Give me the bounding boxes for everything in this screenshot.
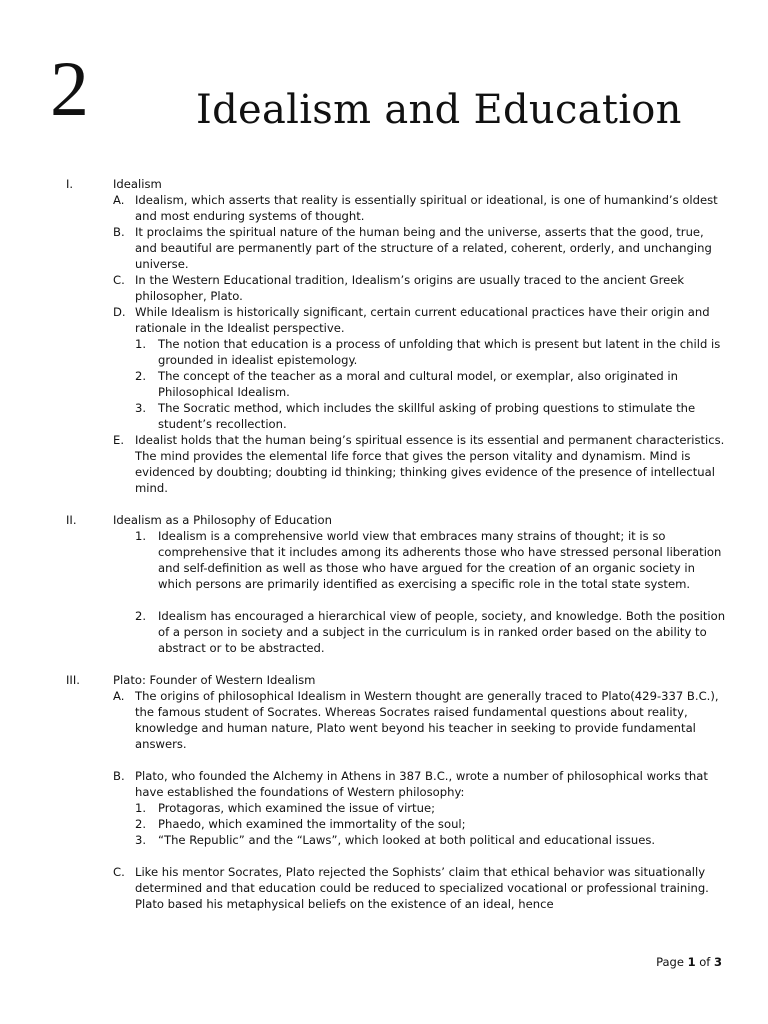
- item-label: 2.: [135, 817, 147, 831]
- item-text: Protagoras, which examined the issue of virtue;: [158, 801, 435, 815]
- chapter-title: Idealism and Education: [196, 87, 682, 133]
- section-heading: [66, 672, 726, 688]
- section-heading: [66, 512, 726, 528]
- item-text: The concept of the teacher as a moral and cultural model, or exemplar, also originated in Philosophical Idealism.: [158, 369, 678, 399]
- list-item: [66, 224, 726, 272]
- item-text: The origins of philosophical Idealism in Western thought are generally traced to Plato(429-337 B.C.), the famous student of Socrates. Whereas Socrates raised fundamental questions about reality, knowledge and human nature, Plato went beyond his teacher in seeking to provide fundamental answers.: [135, 689, 719, 751]
- item-label: 1.: [135, 529, 147, 543]
- item-text: Idealism is a comprehensive world view that embraces many strains of thought; it is so comprehensive that it includes among its adherents those who have stressed personal liberation and self-definition as well as those who have argued for the creation of an organic society in which persons are primarily identified as exercising a specific role in the total state system.: [158, 529, 722, 591]
- item-label: 2.: [135, 369, 147, 383]
- section-plato: [66, 672, 726, 912]
- page-total: 3: [713, 955, 722, 969]
- section-heading: [66, 176, 726, 192]
- item-label: 1.: [135, 801, 147, 815]
- sub-list-item: [66, 400, 726, 432]
- page-number: 1: [687, 955, 696, 969]
- item-label: B.: [113, 769, 125, 783]
- item-text: Phaedo, which examined the immortality of the soul;: [158, 817, 466, 831]
- item-text: The Socratic method, which includes the skillful asking of probing questions to stimulate the student’s recollection.: [158, 401, 696, 431]
- paragraph-gap: [66, 752, 726, 768]
- section-idealism: [66, 176, 726, 496]
- item-label: 2.: [135, 609, 147, 623]
- paragraph-gap: [66, 848, 726, 864]
- section-philosophy-of-education: [66, 512, 726, 656]
- list-item: [66, 304, 726, 336]
- chapter-header: [0, 0, 768, 160]
- sub-list-item: [66, 336, 726, 368]
- sub-list-item: [66, 528, 726, 592]
- sub-list-item: [66, 832, 726, 848]
- item-label: C.: [113, 865, 125, 879]
- list-item: [66, 432, 726, 496]
- list-item: [66, 688, 726, 752]
- item-text: The notion that education is a process of unfolding that which is present but latent in the child is grounded in idealist epistemology.: [158, 337, 721, 367]
- item-text: It proclaims the spiritual nature of the human being and the universe, asserts that the good, true, and beautiful are permanently part of the structure of a related, coherent, orderly, and unchanging universe.: [135, 225, 712, 271]
- document-body: [66, 176, 726, 912]
- paragraph-gap: [66, 592, 726, 608]
- item-text: In the Western Educational tradition, Idealism’s origins are usually traced to the ancient Greek philosopher, Plato.: [135, 273, 685, 303]
- item-label: A.: [113, 689, 125, 703]
- of-word: of: [699, 955, 711, 969]
- item-label: 1.: [135, 337, 147, 351]
- list-item: [66, 192, 726, 224]
- list-item: [66, 864, 726, 912]
- item-text: Idealist holds that the human being’s spiritual essence is its essential and permanent characteristics. The mind provides the elemental life force that gives the person vitality and dynamism. Mind is evidenced by doubting; doubting id thinking; thinking gives evidence of the presence of intellectual mind.: [135, 433, 725, 495]
- item-text: While Idealism is historically significant, certain current educational practices have their origin and rationale in the Idealist perspective.: [135, 305, 710, 335]
- item-label: D.: [113, 305, 126, 319]
- item-text: Like his mentor Socrates, Plato rejected the Sophists’ claim that ethical behavior was situationally determined and that education could be reduced to specialized vocational or professional training. Plato based his metaphysical beliefs on the existence of an ideal, hence: [135, 865, 709, 911]
- sub-list-item: [66, 368, 726, 400]
- list-item: [66, 768, 726, 800]
- item-label: A.: [113, 193, 125, 207]
- item-text: Plato, who founded the Alchemy in Athens in 387 B.C., wrote a number of philosophical works that have established the foundations of Western philosophy:: [135, 769, 708, 799]
- list-item: [66, 272, 726, 304]
- item-text: Idealism, which asserts that reality is essentially spiritual or ideational, is one of humankind’s oldest and most enduring systems of thought.: [135, 193, 718, 223]
- item-label: C.: [113, 273, 125, 287]
- section-numeral: II.: [66, 513, 77, 527]
- chapter-number: 2: [50, 45, 89, 132]
- section-title: Idealism: [113, 177, 162, 191]
- sub-list-item: [66, 816, 726, 832]
- section-numeral: III.: [66, 673, 80, 687]
- item-text: Idealism has encouraged a hierarchical view of people, society, and knowledge. Both the position of a person in society and a subject in the curriculum is in ranked order based on the ability to abstract or to be abstracted.: [158, 609, 726, 655]
- section-title: Idealism as a Philosophy of Education: [113, 513, 332, 527]
- section-numeral: I.: [66, 177, 74, 191]
- item-label: B.: [113, 225, 125, 239]
- section-title: Plato: Founder of Western Idealism: [113, 673, 316, 687]
- item-label: 3.: [135, 401, 147, 415]
- page-word: Page: [656, 955, 684, 969]
- page-footer: [656, 955, 722, 969]
- item-text: “The Republic” and the “Laws”, which looked at both political and educational issues.: [158, 833, 656, 847]
- item-label: 3.: [135, 833, 147, 847]
- sub-list-item: [66, 608, 726, 656]
- sub-list-item: [66, 800, 726, 816]
- item-label: E.: [113, 433, 125, 447]
